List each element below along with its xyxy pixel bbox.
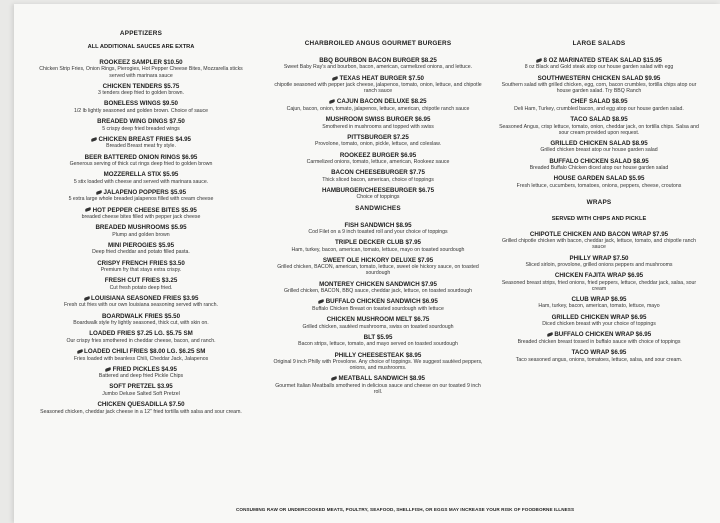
menu-item-name-text: BOARDWALK FRIES $5.50 — [101, 312, 181, 320]
menu-item — [32, 83, 250, 97]
menu-item-description: Cajun, bacon, onion, tomato, jalapenos, lettuce, american, chipotle ranch sauce — [286, 105, 470, 112]
menu-item-name — [496, 349, 702, 356]
menu-item — [496, 116, 702, 136]
menu-item-name-text: CLUB WRAP $6.95 — [571, 296, 627, 304]
menu-item-name-text: CHIPOTLE CHICKEN AND BACON WRAP $7.95 — [529, 230, 669, 238]
menu-item — [272, 375, 484, 395]
menu-item — [32, 171, 250, 185]
menu-item-name-text: HAMBURGER/CHEESEBURGER $6.75 — [321, 186, 435, 194]
menu-item-name — [496, 57, 702, 64]
wraps-served-note: SERVED WITH CHIPS AND PICKLE — [551, 215, 647, 222]
menu-item-name — [272, 187, 484, 194]
menu-item-name-text: PHILLY CHEESESTEAK $8.95 — [334, 351, 422, 359]
menu-item-description: Grilled chicken, BACON, american, tomato, lettuce, sweet ole hickory sauce, on toasted sourdough — [277, 264, 479, 277]
menu-item — [496, 98, 702, 112]
menu-item-name — [272, 352, 484, 359]
menu-item-name — [272, 222, 484, 229]
menu-item-description: Grilled chipotle chicken with bacon, cheddar jack, lettuce, tomato, and chipotle ranch sauce — [501, 238, 697, 251]
menu-item-name — [32, 383, 250, 390]
menu-item — [32, 401, 250, 415]
chili-pepper-icon — [546, 332, 553, 337]
appetizers-sauce-note: ALL ADDITIONAL SAUCES ARE EXTRA — [87, 44, 195, 50]
menu-item-name — [32, 313, 250, 320]
menu-item-name — [32, 189, 250, 196]
section-title-salads: LARGE SALADS — [572, 40, 626, 47]
menu-item-name — [272, 257, 484, 264]
menu-item-description: Provolone, tomato, onion, pickle, lettuce, and coleslaw. — [314, 141, 441, 148]
chili-pepper-icon — [329, 99, 336, 104]
menu-item — [272, 257, 484, 277]
menu-item-description: 5 extra large whole breaded jalapenos filled with cream cheese — [68, 196, 214, 203]
menu-item — [32, 59, 250, 79]
menu-item — [272, 98, 484, 112]
menu-item-description: Buffalo Chicken Breast on toasted sourdough with lettuce — [312, 305, 444, 312]
menu-item-name — [272, 239, 484, 246]
menu-item-name-text: PITTSBURGER $7.25 — [347, 133, 409, 141]
menu-item-name — [496, 140, 702, 147]
right-column — [496, 40, 702, 367]
menu-item-description: Battered and deep fried Pickle Chips — [98, 373, 184, 380]
menu-item-description: Cut fresh potato deep fried. — [109, 284, 173, 291]
menu-item-description: Fresh lettuce, cucumbers, tomatoes, onions, peppers, cheese, croutons — [516, 182, 682, 189]
menu-item — [496, 158, 702, 172]
menu-item — [272, 134, 484, 148]
menu-item-name — [272, 169, 484, 176]
menu-item-name-text: CHICKEN FAJITA WRAP $6.95 — [554, 272, 644, 280]
menu-item-description: breaded cheese bites filled with pepper jack cheese — [81, 214, 201, 220]
menu-item — [272, 169, 484, 183]
menu-item-description: Breaded Buffalo Chicken diced atop our house garden salad — [529, 165, 669, 172]
menu-item-description: Plump and golden brown — [112, 231, 170, 238]
menu-item-name-text: CHICKEN TENDERS $5.75 — [102, 82, 180, 90]
menu-item-description: Taco seasoned angus, onions, tomatoes, lettuce, salsa, and sour cream. — [515, 356, 683, 363]
menu-item-name-text: BEER BATTERED ONION RINGS $6.95 — [84, 153, 198, 161]
menu-item-name — [32, 366, 250, 373]
menu-item-name-text: HOUSE GARDEN SALAD $5.95 — [553, 175, 645, 183]
chili-pepper-icon — [91, 137, 98, 142]
menu-item-name-text: BREADED MUSHROOMS $5.95 — [95, 224, 187, 232]
menu-item-name-text: BLT $5.95 — [363, 333, 393, 341]
menu-item-description: Grilled chicken, sautéed mushrooms, swiss on toasted sourdough — [302, 323, 454, 330]
section-title-burgers: CHARBROILED ANGUS GOURMET BURGERS — [304, 40, 452, 47]
menu-item-name-text: GRILLED CHICKEN SALAD $8.95 — [550, 139, 648, 147]
menu-item-name-text: LOADED FRIES $7.25 LG. $5.75 SM — [89, 330, 193, 338]
section-title-appetizers: APPETIZERS — [119, 30, 163, 37]
menu-item-name — [32, 171, 250, 178]
chili-pepper-icon — [536, 58, 543, 63]
section-title-sandwiches: SANDWICHES — [355, 204, 401, 212]
menu-item-description: Deep fried cheddar and potato filled pasta. — [92, 249, 190, 256]
menu-item-name — [32, 401, 250, 408]
middle-column — [272, 40, 484, 399]
menu-item — [272, 152, 484, 166]
menu-item-description: 5 crispy deep fried breaded wings — [102, 125, 180, 132]
chili-pepper-icon — [105, 367, 112, 372]
menu-item-name-text: GRILLED CHICKEN WRAP $6.95 — [551, 313, 647, 321]
menu-item — [32, 136, 250, 150]
menu-item-name-text: CAJUN BACON DELUXE $8.25 — [336, 98, 427, 106]
menu-item — [496, 314, 702, 328]
menu-item-description: Smothered in mushrooms and topped with swiss — [322, 123, 434, 130]
menu-item — [496, 296, 702, 310]
menu-item-description: Jumbo Deluxe Salted Soft Pretzel — [102, 390, 180, 397]
menu-item-name — [32, 118, 250, 125]
menu-item-name — [496, 314, 702, 321]
menu-item-description: Grilled chicken breast atop our house garden salad — [540, 147, 658, 154]
menu-item-name — [32, 348, 250, 355]
menu-item-name-text: MINI PIEROGIES $5.95 — [107, 241, 175, 249]
menu-item-name — [32, 295, 250, 302]
menu-item — [272, 187, 484, 201]
menu-sheet — [14, 4, 720, 523]
menu-item — [272, 352, 484, 372]
menu-item-description: Original 9 inch Philly with Provolone. Any choice of toppings. We suggest sautéed peppers, onions, and mushrooms. — [273, 358, 483, 371]
menu-item-description: chipotle seasoned with pepper jack cheese, jalapenos, tomato, onion, lettuce, and chipotle ranch sauce — [274, 82, 482, 95]
menu-item-name-text: MUSHROOM SWISS BURGER $6.95 — [325, 116, 431, 124]
menu-item-name-text: PHILLY WRAP $7.50 — [569, 254, 629, 262]
menu-item-name-text: BREADED WING DINGS $7.50 — [97, 118, 185, 126]
menu-item — [496, 349, 702, 363]
wraps-list — [496, 231, 702, 363]
menu-item-name-text: TACO SALAD $8.95 — [570, 116, 628, 124]
menu-item — [32, 383, 250, 397]
salads-list — [496, 57, 702, 189]
menu-item — [272, 75, 484, 95]
menu-item-description: Sliced sirloin, provolone, grilled onions peppers and mushrooms — [525, 262, 673, 268]
menu-item-name — [496, 231, 702, 238]
menu-item — [496, 175, 702, 189]
menu-item-name — [272, 116, 484, 123]
menu-item-description: 8 oz Black and Gold steak atop our house garden salad with egg — [524, 64, 674, 71]
menu-item — [32, 330, 250, 344]
menu-item-name-text: FRESH CUT FRIES $3.25 — [104, 277, 178, 285]
menu-item — [32, 348, 250, 362]
menu-item-description: Seasoned chicken, cheddar jack cheese in a 12" fried tortilla with salsa and sour cream. — [40, 408, 242, 415]
menu-item-name — [496, 116, 702, 123]
section-title-wraps: WRAPS — [586, 198, 612, 206]
menu-item — [32, 260, 250, 274]
menu-item — [272, 57, 484, 71]
menu-item-name — [32, 330, 250, 337]
menu-item — [32, 313, 250, 327]
menu-item-description: Gourmet Italian Meatballs smothered in delicious sauce and cheese on our toasted 9 inch roll. — [275, 382, 481, 395]
menu-item-name-text: BONELESS WINGS $9.50 — [104, 100, 178, 108]
menu-item-description: Diced chicken breast with your choice of toppings — [542, 321, 656, 328]
menu-item-name-text: LOUISIANA SEASONED FRIES $3.95 — [91, 295, 199, 303]
menu-item-description: Seasoned Angus, crisp lettuce, tomato, onion, cheddar jack, on tortilla chips. Salsa and sour cream provided upon request. — [499, 123, 699, 136]
menu-item-name — [272, 75, 484, 82]
chili-pepper-icon — [332, 76, 339, 81]
menu-item-name — [32, 100, 250, 107]
menu-item — [32, 224, 250, 238]
menu-item-name-text: SWEET OLE HICKORY DELUXE $7.95 — [322, 256, 434, 264]
menu-item-description: Premium fry that stays extra crispy. — [100, 267, 182, 274]
menu-item — [496, 75, 702, 95]
menu-item-description: Seasoned breast strips, fried onions, fried peppers, lettuce, cheddar jack, salsa, sour cream — [501, 279, 697, 292]
menu-item-description: Breaded chicken breast tossed in buffalo sauce with choice of toppings — [517, 338, 681, 345]
menu-item-name — [32, 224, 250, 231]
menu-item — [32, 189, 250, 203]
menu-item-name — [272, 57, 484, 64]
menu-item-name — [32, 59, 250, 66]
menu-item — [272, 316, 484, 330]
chili-pepper-icon — [96, 190, 103, 195]
menu-item-name-text: TEXAS HEAT BURGER $7.50 — [339, 74, 424, 82]
menu-item — [272, 222, 484, 236]
menu-item — [32, 100, 250, 114]
menu-item-name-text: HOT PEPPER CHEESE BITES $5.95 — [92, 206, 197, 214]
menu-item — [272, 298, 484, 312]
menu-item-name-text: ROOKEEZ BURGER $6.95 — [339, 151, 417, 159]
menu-item-name-text: CHICKEN QUESADILLA $7.50 — [97, 401, 185, 409]
menu-item-name-text: LOADED CHILI FRIES $8.00 LG. $6.25 SM — [84, 348, 206, 356]
chili-pepper-icon — [83, 296, 90, 301]
menu-item-name-text: TRIPLE DECKER CLUB $7.95 — [335, 239, 421, 247]
menu-item — [272, 281, 484, 295]
menu-item-name — [496, 255, 702, 262]
menu-item-name-text: FISH SANDWICH $8.95 — [344, 221, 412, 229]
menu-item-description: Ham, turkey, bacon, american, tomato, lettuce, mayo — [538, 303, 660, 310]
menu-item-name — [32, 207, 250, 214]
menu-item-description: Carmelized onions, tomato, lettuce, american, Rookeez sauce — [306, 158, 450, 165]
menu-item-name-text: BBQ BOURBON BACON BURGER $8.25 — [319, 57, 437, 64]
menu-item-name-text: BUFFALO CHICKEN WRAP $6.95 — [554, 331, 652, 339]
menu-item — [496, 331, 702, 345]
menu-item-description: Boardwalk style fry lightly seasoned, thick cut, with skin on. — [73, 320, 209, 327]
menu-item-description: Sweet Baby Ray's and bourbon, bacon, american, carmelized onions, and lettuce. — [283, 64, 473, 71]
menu-item-description: Fries loaded with beanless Chili, Cheddar Jack, Jalapenos — [73, 355, 209, 362]
menu-item-description: Cod Filet on a 9 inch toasted roll and your choice of toppings — [308, 229, 448, 235]
menu-item-name-text: 8 OZ MARINATED STEAK SALAD $15.95 — [543, 57, 662, 64]
menu-item-name — [272, 134, 484, 141]
menu-item-description: 1/2 lb lightly seasoned and golden brown. Choice of sauce — [73, 107, 209, 114]
menu-item-name — [32, 277, 250, 284]
menu-item-description: Breaded Breast meat fry style. — [106, 143, 176, 150]
wraps-section — [496, 199, 702, 363]
chili-pepper-icon — [331, 376, 338, 381]
menu-item-name — [272, 316, 484, 323]
menu-item-name-text: CHEF SALAD $8.95 — [570, 98, 628, 106]
menu-item — [272, 239, 484, 253]
menu-item-name — [272, 281, 484, 288]
menu-item — [32, 366, 250, 380]
menu-item-name — [496, 296, 702, 303]
menu-item-name-text: CHICKEN BREAST FRIES $4.95 — [98, 135, 191, 143]
menu-item-name — [32, 242, 250, 249]
menu-item — [496, 272, 702, 292]
menu-item-name — [272, 98, 484, 105]
menu-item-name — [496, 75, 702, 82]
menu-item-name-text: TACO WRAP $6.95 — [571, 349, 627, 357]
menu-item-description: Thick sliced bacon, american, choice of toppings — [322, 176, 434, 183]
menu-item-name — [496, 175, 702, 182]
menu-item-name-text: MEATBALL SANDWICH $8.95 — [338, 375, 425, 383]
menu-item-description: Bacon strips, lettuce, tomato, and mayo served on toasted sourdough — [298, 341, 458, 348]
left-column — [32, 30, 250, 419]
menu-item — [496, 57, 702, 71]
menu-item-description: Grilled chicken, BACON, BBQ sauce, cheddar jack, lettuce, on toasted sourdough — [283, 288, 472, 295]
menu-item-description: Deli Ham, Turkey, crumbled bacon, and egg atop our house garden salad. — [514, 105, 684, 112]
menu-item-description: Choice of toppings — [356, 194, 400, 201]
menu-item — [496, 255, 702, 269]
burgers-list — [272, 57, 484, 200]
menu-item — [32, 154, 250, 168]
menu-item-description: Fresh cut fries with our own louisiana seasoning served with ranch. — [64, 302, 218, 309]
chili-pepper-icon — [85, 208, 92, 213]
menu-item-name-text: BACON CHEESEBURGER $7.75 — [331, 169, 425, 177]
menu-item — [272, 116, 484, 130]
menu-item-name — [496, 158, 702, 165]
menu-item — [496, 231, 702, 251]
menu-item — [32, 242, 250, 256]
menu-item-name — [32, 260, 250, 267]
menu-item-name — [496, 331, 702, 338]
foodborne-illness-warning: CONSUMING RAW OR UNDERCOOKED MEATS, POULTRY, SEAFOOD, SHELLFISH, OR EGGS MAY INCREASE YOUR RISK OF FOODBORNE ILLNESS — [236, 507, 575, 512]
chili-pepper-icon — [318, 299, 325, 304]
menu-item-name — [272, 334, 484, 341]
menu-item — [32, 277, 250, 291]
menu-item — [272, 334, 484, 348]
menu-item-description: Our crispy fries smothered in cheddar cheese, bacon, and ranch. — [66, 337, 216, 344]
menu-item-name-text: FRIED PICKLES $4.95 — [112, 365, 177, 373]
menu-item-description: 3 tenders deep fried to golden brown. — [98, 90, 184, 97]
menu-item-name — [272, 298, 484, 305]
menu-item-name-text: BUFFALO CHICKEN SALAD $8.95 — [549, 157, 649, 165]
appetizers-list — [32, 59, 250, 415]
menu-item-name — [272, 375, 484, 382]
menu-item-name-text: BUFFALO CHICKEN SANDWICH $6.95 — [325, 298, 438, 306]
menu-item-description: 5 stix loaded with cheese and served with marinara sauce. — [73, 178, 209, 185]
menu-item-name-text: MONTEREY CHICKEN SANDWICH $7.95 — [319, 280, 437, 288]
menu-item-name — [32, 136, 250, 143]
menu-item — [32, 207, 250, 221]
chili-pepper-icon — [76, 349, 83, 354]
menu-item-description: Generous serving of thick cut rings deep fried to golden brown — [69, 160, 213, 167]
menu-item-name-text: JALAPENO POPPERS $5.95 — [103, 188, 187, 196]
menu-item-name-text: SOUTHWESTERN CHICKEN SALAD $9.95 — [537, 74, 661, 82]
menu-item-name — [496, 98, 702, 105]
menu-item-name — [272, 152, 484, 159]
sandwiches-section — [272, 205, 484, 395]
menu-item-description: Chicken Strip Fries, Onion Rings, Pierogies, Hot Pepper Cheese Bites, Mozzarella sticks served with marinara sauce — [39, 66, 243, 79]
menu-item-name — [32, 83, 250, 90]
sandwiches-list — [272, 222, 484, 395]
menu-item-name-text: ROOKEEZ SAMPLER $10.50 — [99, 59, 183, 66]
menu-item-name-text: MOZZERELLA STIX $5.95 — [103, 171, 179, 179]
menu-item — [32, 295, 250, 309]
menu-item-name-text: CRISPY FRENCH FRIES $3.50 — [97, 259, 185, 267]
menu-item — [496, 140, 702, 154]
menu-item-description: Southern salad with grilled chicken, egg, corn, bacon crumbles, tortilla chips atop our house garden salad. Try BBQ Ranch — [501, 82, 697, 95]
menu-item-name — [496, 272, 702, 279]
menu-item-name-text: CHICKEN MUSHROOM MELT $6.75 — [326, 316, 430, 324]
menu-item-description: Ham, turkey, bacon, american, tomato, lettuce, mayo on toasted sourdough — [291, 246, 465, 253]
menu-item-name-text: SOFT PRETZEL $3.95 — [109, 383, 173, 391]
menu-item — [32, 118, 250, 132]
menu-item-name — [32, 154, 250, 161]
